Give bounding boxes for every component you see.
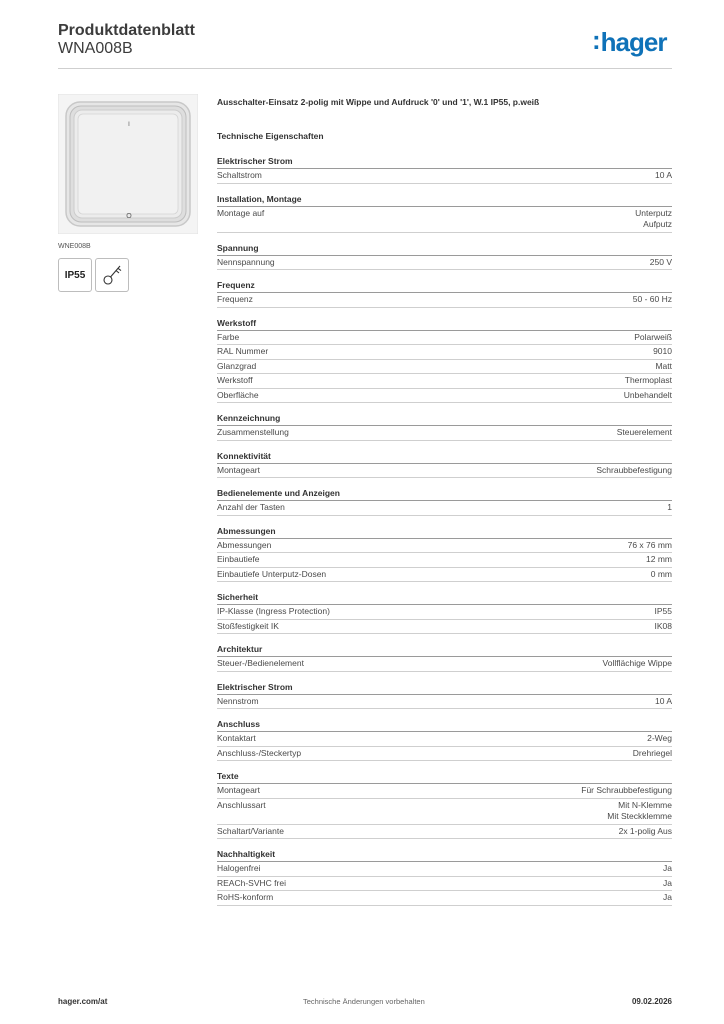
spec-section xyxy=(217,771,672,839)
spec-table xyxy=(217,156,672,916)
spec-value: 2-Weg xyxy=(647,733,672,743)
spec-value: Unbehandelt xyxy=(623,389,672,400)
spec-row xyxy=(217,426,672,441)
spec-label: Oberfläche xyxy=(217,389,259,400)
spec-section xyxy=(217,156,672,184)
spec-section-title: Frequenz xyxy=(217,280,672,293)
spec-label: Schaltstrom xyxy=(217,170,262,180)
spec-row xyxy=(217,293,672,308)
footer-date: 09.02.2026 xyxy=(631,997,672,1006)
spec-row xyxy=(217,374,672,389)
spec-label: Zusammenstellung xyxy=(217,427,289,437)
spec-section xyxy=(217,413,672,441)
spec-section xyxy=(217,849,672,906)
spec-row xyxy=(217,799,672,825)
key-badge xyxy=(95,258,129,292)
spec-label: Halogenfrei xyxy=(217,863,261,873)
spec-row xyxy=(217,695,672,710)
header-divider xyxy=(58,68,672,69)
spec-row xyxy=(217,169,672,184)
spec-label: Stoßfestigkeit IK xyxy=(217,620,279,631)
spec-row xyxy=(217,256,672,271)
product-image xyxy=(58,94,198,234)
spec-section xyxy=(217,719,672,761)
spec-section xyxy=(217,243,672,271)
spec-row xyxy=(217,389,672,404)
image-caption: WNE008B xyxy=(58,243,91,250)
spec-label: Anschlussart xyxy=(217,799,266,810)
spec-label: Abmessungen xyxy=(217,539,272,550)
spec-row xyxy=(217,877,672,892)
spec-section-title: Installation, Montage xyxy=(217,194,672,207)
spec-label: Werkstoff xyxy=(217,375,253,385)
spec-value: Matt xyxy=(655,360,672,371)
spec-row xyxy=(217,464,672,479)
spec-section-title: Abmessungen xyxy=(217,526,672,539)
spec-section xyxy=(217,488,672,516)
spec-row xyxy=(217,605,672,620)
hager-logo: :hager xyxy=(592,25,667,57)
product-description: Ausschalter-Einsatz 2-polig mit Wippe und Aufdruck '0' und '1', W.1 IP55, p.weiß xyxy=(217,97,540,107)
spec-value: Schraubbefestigung xyxy=(596,464,672,475)
spec-section xyxy=(217,194,672,233)
spec-value: Für Schraubbefestigung xyxy=(581,785,672,795)
footer-notice: Technische Änderungen vorbehalten xyxy=(303,997,425,1006)
spec-value: Vollflächige Wippe xyxy=(602,658,672,668)
spec-section xyxy=(217,318,672,404)
spec-value: Ja xyxy=(663,863,672,873)
spec-label: Anschluss-/Steckertyp xyxy=(217,747,302,758)
spec-label: Anzahl der Tasten xyxy=(217,502,285,512)
spec-value: Ja xyxy=(663,877,672,888)
spec-label: Montage auf xyxy=(217,207,265,218)
spec-section-title: Konnektivität xyxy=(217,451,672,464)
spec-label: Kontaktart xyxy=(217,733,256,743)
spec-row xyxy=(217,657,672,672)
page-title: Produktdatenblatt xyxy=(58,22,195,39)
spec-value: Mit N-Klemme Mit Steckklemme xyxy=(607,799,672,821)
spec-label: Frequenz xyxy=(217,294,253,304)
spec-label: Steuer-/Bedienelement xyxy=(217,658,304,668)
spec-row xyxy=(217,360,672,375)
spec-row xyxy=(217,207,672,233)
spec-value: Steuerelement xyxy=(616,427,672,437)
ip55-badge: IP55 xyxy=(58,258,92,292)
spec-row xyxy=(217,732,672,747)
spec-label: Einbautiefe Unterputz-Dosen xyxy=(217,568,327,579)
switch-off-mark: O xyxy=(126,213,132,220)
spec-label: Einbautiefe xyxy=(217,554,260,564)
spec-row xyxy=(217,568,672,583)
spec-section xyxy=(217,682,672,710)
spec-row xyxy=(217,784,672,799)
spec-section xyxy=(217,592,672,634)
spec-label: Schaltart/Variante xyxy=(217,825,284,836)
spec-section-title: Bedienelemente und Anzeigen xyxy=(217,488,672,501)
spec-label: RoHS-konform xyxy=(217,892,274,902)
key-icon xyxy=(99,262,125,288)
spec-value: 10 A xyxy=(654,695,672,706)
spec-row xyxy=(217,331,672,346)
spec-value: Ja xyxy=(663,892,672,902)
spec-label: Glanzgrad xyxy=(217,360,257,371)
spec-section-title: Werkstoff xyxy=(217,318,672,331)
spec-section-title: Architektur xyxy=(217,644,672,657)
product-code: WNA008B xyxy=(58,40,133,57)
spec-value: 250 V xyxy=(649,256,672,267)
spec-value: 9010 xyxy=(653,346,672,356)
spec-row xyxy=(217,825,672,840)
spec-label: RAL Nummer xyxy=(217,346,269,356)
spec-section xyxy=(217,451,672,479)
spec-value: 76 x 76 mm xyxy=(627,539,672,550)
spec-heading: Technische Eigenschaften xyxy=(217,131,324,141)
switch-on-mark: I xyxy=(128,122,130,128)
spec-section xyxy=(217,644,672,672)
spec-section xyxy=(217,280,672,308)
spec-section xyxy=(217,526,672,583)
logo-text: hager xyxy=(600,27,667,57)
footer-website: hager.com/at xyxy=(58,997,108,1006)
spec-value: IP55 xyxy=(654,606,672,616)
spec-row xyxy=(217,862,672,877)
spec-section-title: Nachhaltigkeit xyxy=(217,849,672,862)
spec-label: REACh-SVHC frei xyxy=(217,877,286,888)
spec-value: 2x 1-polig Aus xyxy=(618,825,672,836)
spec-label: Farbe xyxy=(217,331,240,342)
spec-value: 1 xyxy=(667,502,672,512)
spec-value: 12 mm xyxy=(646,554,672,564)
spec-section-title: Texte xyxy=(217,771,672,784)
spec-value: 10 A xyxy=(654,170,672,180)
spec-row xyxy=(217,539,672,554)
spec-row xyxy=(217,747,672,762)
spec-value: Unterputz Aufputz xyxy=(635,207,672,229)
spec-row xyxy=(217,553,672,568)
spec-row xyxy=(217,345,672,360)
spec-label: IP-Klasse (Ingress Protection) xyxy=(217,606,330,616)
spec-row xyxy=(217,620,672,635)
spec-section-title: Spannung xyxy=(217,243,672,256)
spec-section-title: Elektrischer Strom xyxy=(217,682,672,695)
spec-row xyxy=(217,501,672,516)
spec-label: Nennspannung xyxy=(217,256,275,267)
spec-section-title: Kennzeichnung xyxy=(217,413,672,426)
spec-label: Montageart xyxy=(217,464,260,475)
spec-section-title: Elektrischer Strom xyxy=(217,156,672,169)
spec-label: Montageart xyxy=(217,785,260,795)
spec-section-title: Sicherheit xyxy=(217,592,672,605)
spec-section-title: Anschluss xyxy=(217,719,672,732)
spec-value: 0 mm xyxy=(650,568,672,579)
spec-value: Drehriegel xyxy=(632,747,672,758)
spec-value: 50 - 60 Hz xyxy=(632,294,672,304)
spec-label: Nennstrom xyxy=(217,695,259,706)
spec-value: Thermoplast xyxy=(624,375,672,385)
spec-value: Polarweiß xyxy=(634,331,672,342)
spec-value: IK08 xyxy=(654,620,672,631)
spec-row xyxy=(217,891,672,906)
